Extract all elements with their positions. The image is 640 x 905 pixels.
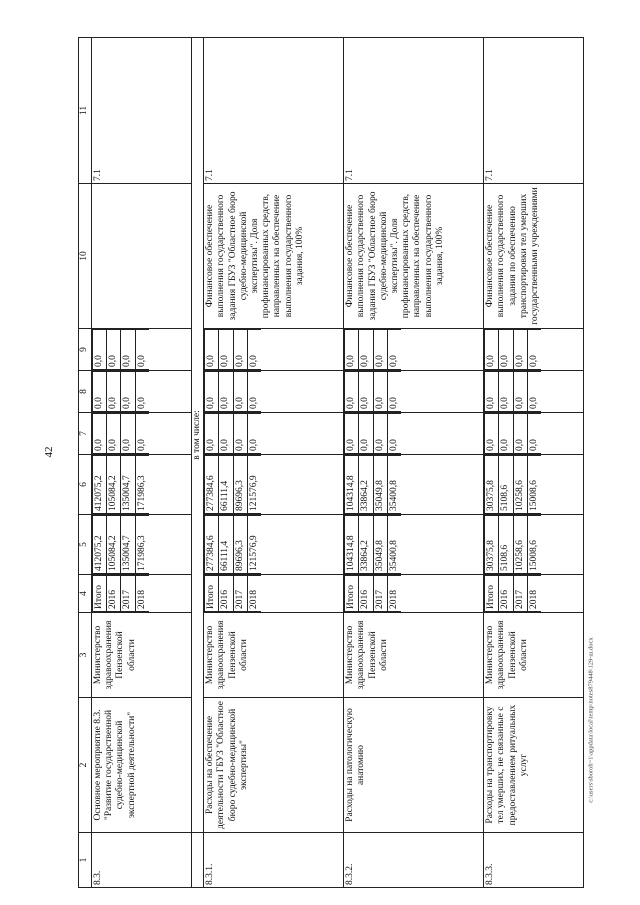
value: 35049,8 — [373, 516, 387, 574]
col6-cell — [344, 455, 484, 515]
value: 0,0 — [135, 372, 149, 412]
row-number: 8.3.2. — [344, 833, 484, 888]
year: 2016 — [359, 576, 373, 612]
col8-cell — [204, 371, 344, 413]
years-cell — [344, 575, 484, 613]
value: 104314,8 — [345, 516, 359, 574]
value: 105084,2 — [107, 516, 121, 574]
col7-cell — [344, 413, 484, 455]
value: 0,0 — [93, 414, 107, 454]
value: 0,0 — [485, 414, 499, 454]
header-cell: 5 — [79, 515, 92, 575]
value: 0,0 — [121, 414, 135, 454]
header-cell: 10 — [79, 184, 92, 329]
activity-name: Расходы на обеспечение деятельности ГБУЗ "Областное бюро судебно-медицинской экспертизы" — [204, 698, 344, 833]
value: 0,0 — [513, 330, 527, 370]
year: Итого — [345, 576, 359, 612]
year: 2016 — [219, 576, 233, 612]
col5-cell — [344, 515, 484, 575]
indicator-ref: 7.1 — [92, 38, 192, 184]
col6-cell — [484, 455, 584, 515]
value: 0,0 — [93, 330, 107, 370]
table-row — [344, 38, 484, 888]
value: 171986,3 — [135, 516, 149, 574]
value: 135004,7 — [121, 456, 135, 514]
value: 0,0 — [345, 414, 359, 454]
header-cell: 7 — [79, 413, 92, 455]
value: 0,0 — [107, 372, 121, 412]
value: 0,0 — [233, 414, 247, 454]
value: 0,0 — [135, 414, 149, 454]
activity-name: Расходы на патологическую анатомию — [344, 698, 484, 833]
value: 0,0 — [107, 414, 121, 454]
value: 277384,6 — [205, 456, 219, 514]
row-number: 8.3. — [92, 833, 192, 888]
header-row — [79, 38, 92, 888]
value: 89696,3 — [233, 516, 247, 574]
value: 0,0 — [345, 372, 359, 412]
year: 2017 — [121, 576, 135, 612]
value: 171986,3 — [135, 456, 149, 514]
value: 412075,2 — [93, 516, 107, 574]
year: 2018 — [387, 576, 401, 612]
header-cell: 9 — [79, 329, 92, 371]
value: 35400,8 — [387, 516, 401, 574]
value: 0,0 — [359, 330, 373, 370]
years-cell — [92, 575, 192, 613]
value: 0,0 — [359, 372, 373, 412]
value: 0,0 — [387, 414, 401, 454]
col6-cell — [204, 455, 344, 515]
year: 2016 — [499, 576, 513, 612]
value: 10258,6 — [513, 456, 527, 514]
value: 0,0 — [219, 372, 233, 412]
value: 0,0 — [247, 330, 261, 370]
program-activities-table — [78, 37, 584, 888]
year: 2017 — [373, 576, 387, 612]
value: 104314,8 — [345, 456, 359, 514]
value: 0,0 — [373, 330, 387, 370]
value: 0,0 — [233, 330, 247, 370]
executor: Министерство здравоохранения Пензенской области — [204, 613, 344, 698]
value: 0,0 — [527, 372, 541, 412]
value: 33864,2 — [359, 516, 373, 574]
value: 33864,2 — [359, 456, 373, 514]
table-row — [92, 38, 192, 888]
value: 0,0 — [485, 330, 499, 370]
value: 0,0 — [93, 372, 107, 412]
col8-cell — [92, 371, 192, 413]
value: 0,0 — [527, 330, 541, 370]
header-cell: 2 — [79, 698, 92, 833]
col6-cell — [92, 455, 192, 515]
value: 0,0 — [345, 330, 359, 370]
col7-cell — [484, 413, 584, 455]
value: 0,0 — [527, 414, 541, 454]
value: 0,0 — [107, 330, 121, 370]
value: 15008,6 — [527, 456, 541, 514]
col9-cell — [484, 329, 584, 371]
value: 121576,9 — [247, 516, 261, 574]
value: 0,0 — [373, 414, 387, 454]
value: 15008,6 — [527, 516, 541, 574]
value: 5108,6 — [499, 516, 513, 574]
value: 135004,7 — [121, 516, 135, 574]
value: 89696,3 — [233, 456, 247, 514]
indicator-ref: 7.1 — [344, 38, 484, 184]
value: 0,0 — [499, 330, 513, 370]
expected-result: Финансовое обеспечение выполнения государственного задания ГБУЗ "Областное бюро судебно-медицинской экспертизы". Доля профинансированных средств, направленных на обеспечение выполнения государственного задания, 100% — [344, 184, 484, 329]
col9-cell — [92, 329, 192, 371]
value: 0,0 — [135, 330, 149, 370]
executor: Министерство здравоохранения Пензенской области — [344, 613, 484, 698]
rotated-page-content — [78, 38, 582, 888]
executor: Министерство здравоохранения Пензенской области — [484, 613, 584, 698]
header-cell: 4 — [79, 575, 92, 613]
value: 35049,8 — [373, 456, 387, 514]
value: 0,0 — [205, 372, 219, 412]
value: 0,0 — [247, 414, 261, 454]
indicator-ref: 7.1 — [484, 38, 584, 184]
col9-cell — [204, 329, 344, 371]
expected-result: Финансовое обеспечение выполнения государственного задания по обеспечению транспортировки тел умерших государственными учреждениями — [484, 184, 584, 329]
years-cell — [484, 575, 584, 613]
page-number-text: 42 — [43, 446, 55, 458]
years-cell — [204, 575, 344, 613]
value: 0,0 — [485, 372, 499, 412]
activity-name: Расходы на транспортировку тел умерших, не связанные с предоставлением ритуальных услуг — [484, 698, 584, 833]
subtotal-label-row — [192, 38, 204, 888]
value: 30375,8 — [485, 516, 499, 574]
value: 0,0 — [499, 414, 513, 454]
value: 0,0 — [247, 372, 261, 412]
year: Итого — [485, 576, 499, 612]
value: 0,0 — [513, 414, 527, 454]
year: Итого — [205, 576, 219, 612]
col9-cell — [344, 329, 484, 371]
value: 66111,4 — [219, 516, 233, 574]
executor: Министерство здравоохранения Пензенской области — [92, 613, 192, 698]
col5-cell — [204, 515, 344, 575]
value: 0,0 — [121, 330, 135, 370]
row-number: 8.3.1. — [204, 833, 344, 888]
header-cell: 3 — [79, 613, 92, 698]
year: 2016 — [107, 576, 121, 612]
col8-cell — [344, 371, 484, 413]
span-text: в том числе: — [192, 410, 202, 460]
expected-result — [92, 184, 192, 329]
year: 2018 — [135, 576, 149, 612]
activity-name: Основное мероприятие 8.3. "Развитие государственной судебно-медицинской экспертной деятельности" — [92, 698, 192, 833]
header-cell: 8 — [79, 371, 92, 413]
value: 412075,2 — [93, 456, 107, 514]
col7-cell — [92, 413, 192, 455]
value: 0,0 — [373, 372, 387, 412]
value: 0,0 — [205, 414, 219, 454]
expected-result: Финансовое обеспечение выполнения государственного задания ГБУЗ "Областное бюро судебно-медицинской экспертизы". Доля профинансированных средств, направленных на обеспечение выполнения государственного задания, 100% — [204, 184, 344, 329]
value: 66111,4 — [219, 456, 233, 514]
row-number — [192, 833, 204, 888]
page-number — [40, 440, 58, 464]
value: 35400,8 — [387, 456, 401, 514]
value: 121576,9 — [247, 456, 261, 514]
value: 0,0 — [233, 372, 247, 412]
year: 2018 — [247, 576, 261, 612]
row-number: 8.3.3. — [484, 833, 584, 888]
value: 0,0 — [219, 330, 233, 370]
value: 0,0 — [359, 414, 373, 454]
in-that-number-label — [192, 38, 204, 833]
footer-file-path-text: c:\users\sboroh~1\appdata\local\temp\notes879448\129-ш.docx — [587, 637, 595, 803]
col7-cell — [204, 413, 344, 455]
year: 2017 — [233, 576, 247, 612]
year: Итого — [93, 576, 107, 612]
indicator-ref: 7.1 — [204, 38, 344, 184]
header-cell: 6 — [79, 455, 92, 515]
value: 0,0 — [121, 372, 135, 412]
year: 2017 — [513, 576, 527, 612]
value: 0,0 — [387, 372, 401, 412]
value: 5108,6 — [499, 456, 513, 514]
value: 277384,6 — [205, 516, 219, 574]
value: 0,0 — [205, 330, 219, 370]
value: 10258,6 — [513, 516, 527, 574]
value: 0,0 — [387, 330, 401, 370]
header-cell: 1 — [79, 833, 92, 888]
value: 30375,8 — [485, 456, 499, 514]
col5-cell — [484, 515, 584, 575]
year: 2018 — [527, 576, 541, 612]
col5-cell — [92, 515, 192, 575]
table-row — [204, 38, 344, 888]
value: 0,0 — [499, 372, 513, 412]
value: 0,0 — [219, 414, 233, 454]
table-row — [484, 38, 584, 888]
value: 105084,2 — [107, 456, 121, 514]
header-cell: 11 — [79, 38, 92, 184]
col8-cell — [484, 371, 584, 413]
footer-file-path — [584, 540, 598, 900]
value: 0,0 — [513, 372, 527, 412]
